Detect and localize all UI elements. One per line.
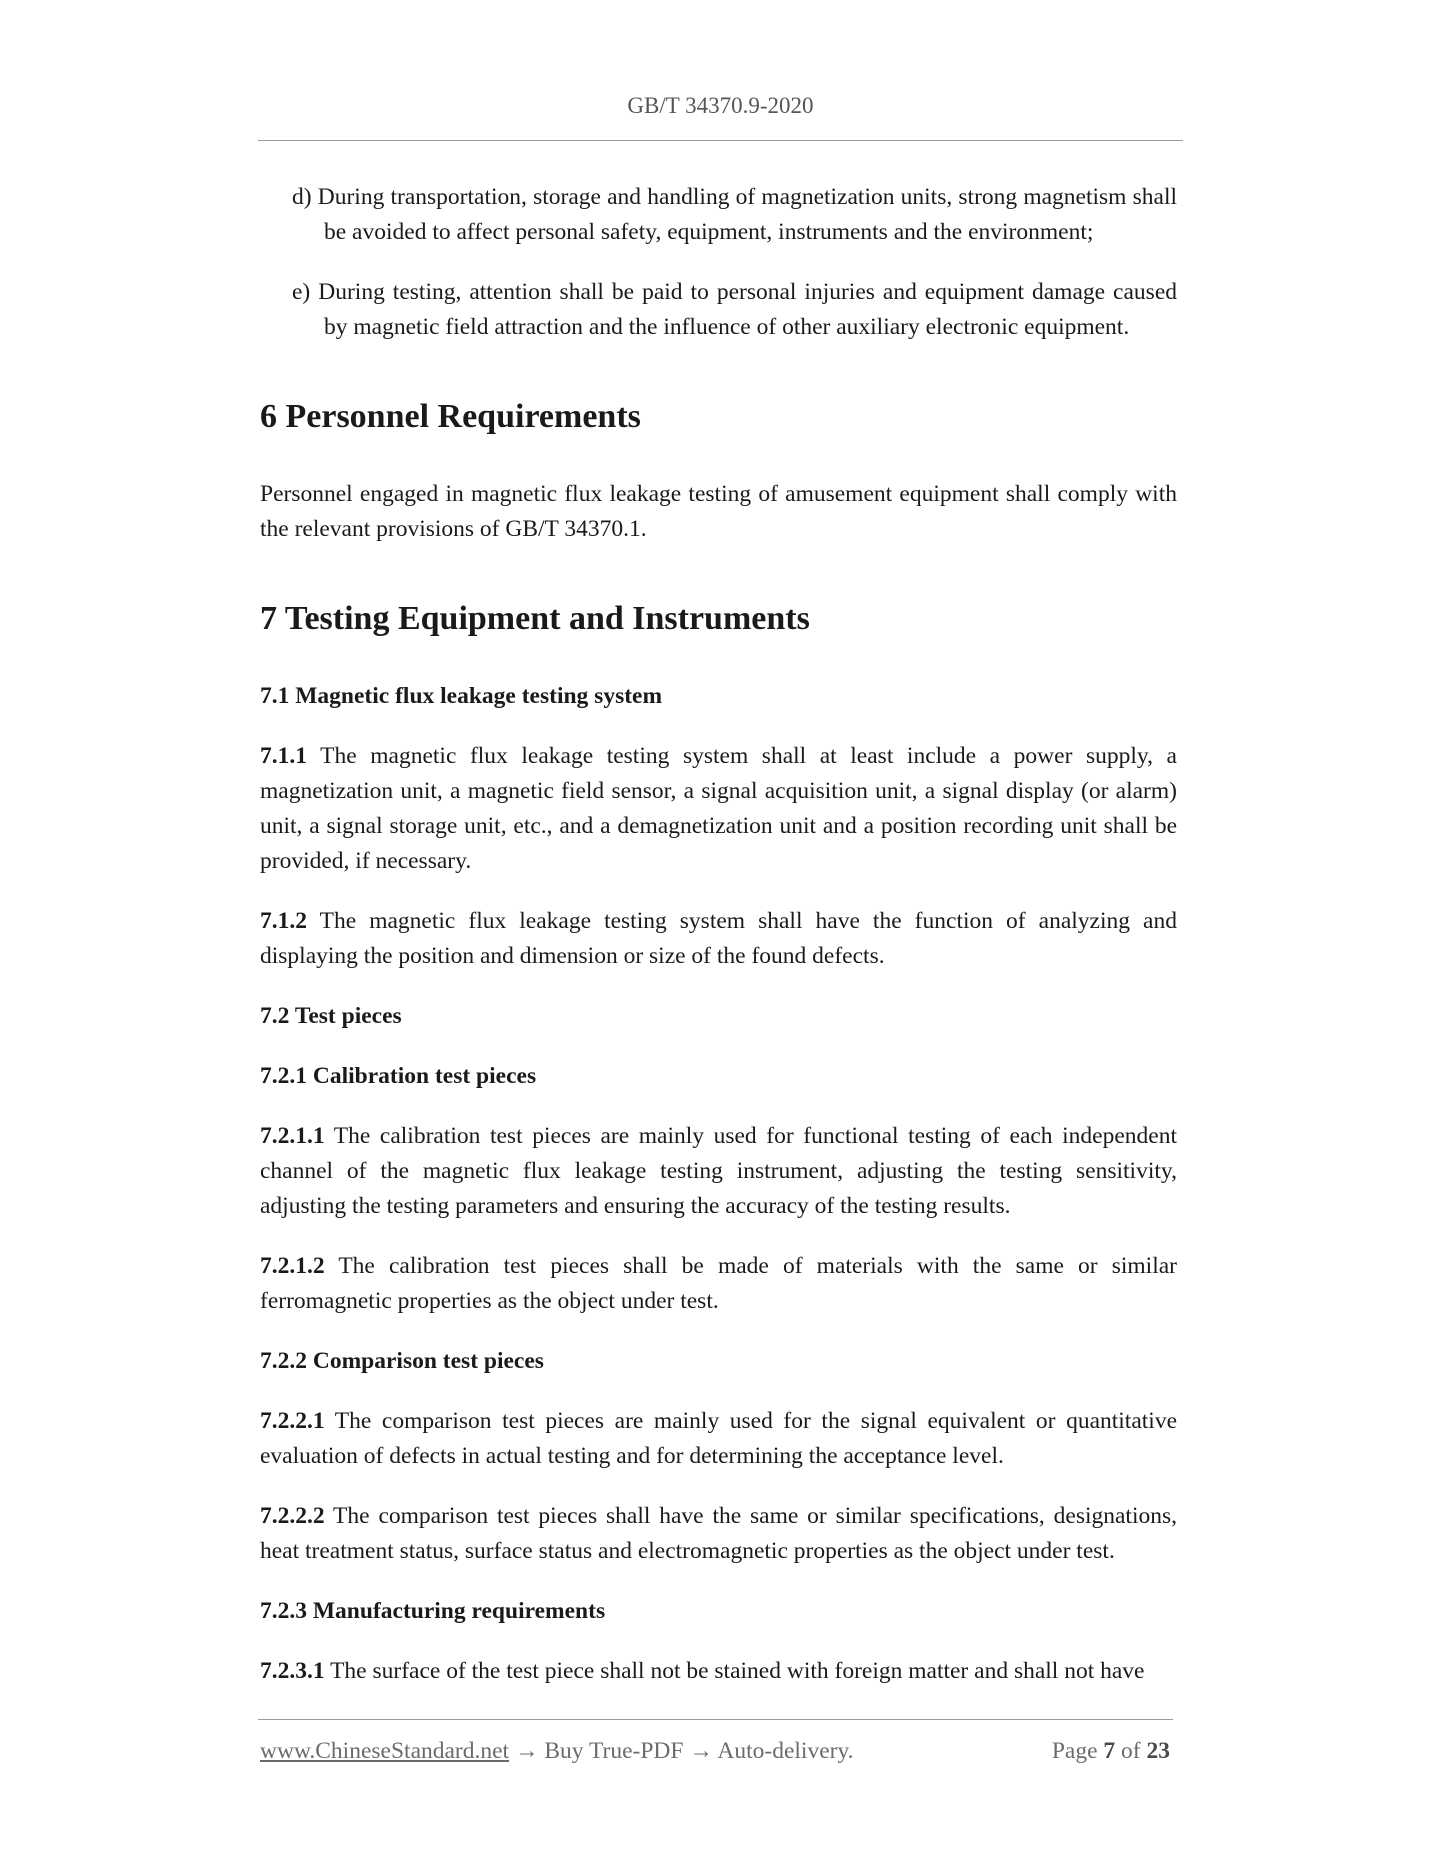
footer-divider	[258, 1719, 1173, 1720]
subsection-7-2-3-heading: 7.2.3 Manufacturing requirements	[260, 1598, 606, 1624]
clause-7-2-1-1	[260, 1119, 1177, 1224]
subsection-7-2-heading: 7.2 Test pieces	[260, 1003, 402, 1029]
section-6-paragraph: Personnel engaged in magnetic flux leakage testing of amusement equipment shall comply with the relevant provisions of GB/T 34370.1.	[260, 481, 1177, 542]
subsection-7-2-2-heading: 7.2.2 Comparison test pieces	[260, 1348, 544, 1374]
footer-promo-text: → Buy True-PDF → Auto-delivery.	[509, 1738, 854, 1764]
document-body	[260, 180, 1177, 1714]
clause-7-2-2-2	[260, 1499, 1177, 1569]
list-item-d: d) During transportation, storage and handling of magnetization units, strong magnetism shall be avoided to affect personal safety, equipment, instruments and the environment;	[292, 184, 1177, 245]
subsection-7-2-1-heading: 7.2.1 Calibration test pieces	[260, 1063, 537, 1089]
clause-text: The calibration test pieces shall be made of materials with the same or similar ferromagnetic properties as the object under test.	[260, 1253, 1177, 1314]
page-of-label: of	[1115, 1738, 1147, 1764]
clause-number: 7.1.2	[260, 908, 307, 934]
clause-number: 7.1.1	[260, 743, 307, 769]
clause-number: 7.2.2.1	[260, 1408, 325, 1434]
page-total: 23	[1146, 1738, 1170, 1764]
clause-number: 7.2.2.2	[260, 1503, 325, 1529]
section-6-heading: 6 Personnel Requirements	[260, 398, 641, 435]
header-divider	[258, 140, 1183, 141]
clause-text: The calibration test pieces are mainly used for functional testing of each independent channel of the magnetic flux leakage testing instrument, adjusting the testing sensitivity, adjusting the testing parameters and ensuring the accuracy of the testing results.	[260, 1123, 1177, 1219]
clause-7-1-2	[260, 904, 1177, 974]
clause-text: The magnetic flux leakage testing system shall at least include a power supply, a magnetization unit, a magnetic field sensor, a signal acquisition unit, a signal display (or alarm) unit, a signal storage unit, etc., and a demagnetization unit and a position recording unit shall be provided, if necessary.	[260, 743, 1177, 874]
clause-7-2-1-2	[260, 1249, 1177, 1319]
clause-7-2-3-1	[260, 1654, 1177, 1689]
clause-text: The surface of the test piece shall not be stained with foreign matter and shall not have	[324, 1658, 1145, 1684]
page-indicator	[1052, 1738, 1170, 1765]
clause-text: The comparison test pieces are mainly used for the signal equivalent or quantitative evaluation of defects in actual testing and for determining the acceptance level.	[260, 1408, 1177, 1469]
subsection-7-1-heading: 7.1 Magnetic flux leakage testing system	[260, 683, 663, 709]
section-7-heading: 7 Testing Equipment and Instruments	[260, 600, 810, 637]
page-label: Page	[1051, 1738, 1104, 1764]
clause-number: 7.2.1.2	[260, 1253, 325, 1279]
clause-text: The comparison test pieces shall have the same or similar specifications, designations, heat treatment status, surface status and electromagnetic properties as the object under test.	[260, 1503, 1177, 1564]
clause-7-2-2-1	[260, 1404, 1177, 1474]
clause-number: 7.2.3.1	[260, 1658, 325, 1684]
list-item-e: e) During testing, attention shall be paid to personal injuries and equipment damage caused by magnetic field attraction and the influence of other auxiliary electronic equipment.	[292, 279, 1177, 340]
page-header-doc-id: GB/T 34370.9-2020	[627, 93, 814, 118]
clause-7-1-1	[260, 739, 1177, 879]
clause-number: 7.2.1.1	[260, 1123, 325, 1149]
website-link[interactable]: www.ChineseStandard.net	[260, 1738, 510, 1764]
page-number: 7	[1103, 1738, 1116, 1764]
clause-text: The magnetic flux leakage testing system shall have the function of analyzing and displaying the position and dimension or size of the found defects.	[260, 908, 1177, 969]
footer-promo	[260, 1738, 854, 1765]
